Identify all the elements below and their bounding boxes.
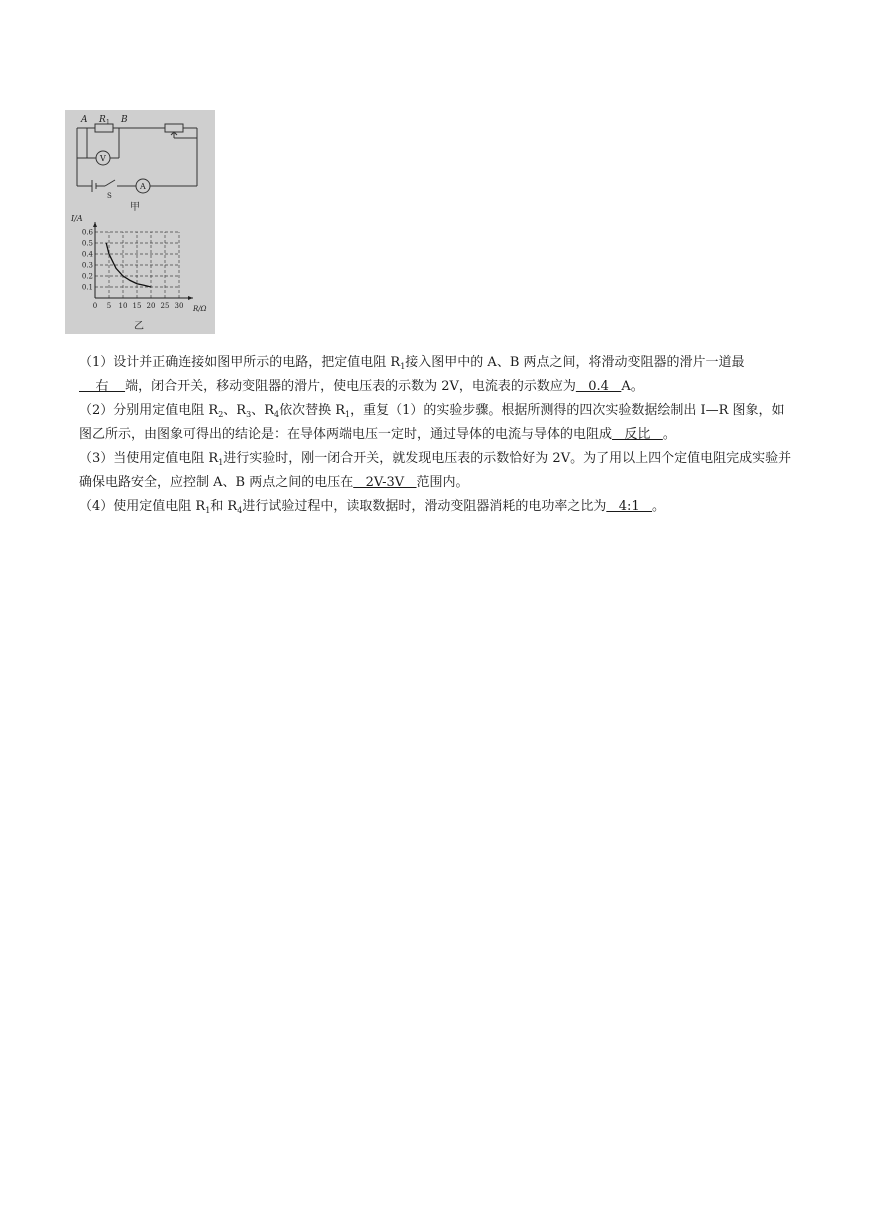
x-axis-label: R/Ω	[193, 305, 207, 313]
x-tick-label: 30	[174, 302, 184, 310]
y-tick-label: 0.2	[81, 272, 93, 281]
y-axis-arrow	[93, 222, 97, 227]
ir-graph	[82, 222, 193, 310]
label-b: B	[121, 115, 128, 125]
label-r-sub: 1	[106, 119, 110, 126]
y-tick-label: 0.1	[81, 283, 93, 292]
circuit-diagram	[77, 124, 197, 193]
x-tick-label: 10	[118, 302, 128, 310]
question-2: （2）分别用定值电阻 $R_2$、$R_3$、$R_4$依次替换 $R_1$，重复（1）的实验步骤。根据所测得的四次实验数据绘制出 I—R 图象，如图乙所示，由图象可得出的结论是：在导体两端电压一定时，通过导体的电流与导体的电阻成 反比 。	[79, 403, 785, 442]
label-r: R	[99, 115, 106, 125]
switch-label: S	[107, 192, 112, 200]
y-tick-label: 0.3	[81, 261, 93, 270]
caption-jia: 甲	[130, 202, 140, 213]
switch	[105, 180, 115, 186]
y-tick-label: 0.4	[81, 250, 93, 259]
answer-blank: 2V-3V	[353, 475, 417, 490]
answer-blank: 0.4	[575, 379, 622, 394]
caption-yi: 乙	[134, 321, 144, 332]
answer-blank: 反比	[612, 427, 663, 442]
y-tick-label: 0.6	[81, 228, 93, 237]
x-tick-label: 20	[146, 302, 156, 310]
answer-blank: 4:1	[606, 499, 653, 514]
y-axis-label: I/A	[71, 214, 83, 223]
figure-svg	[65, 110, 215, 334]
question-text	[79, 351, 794, 519]
x-tick-label: 0	[92, 302, 98, 310]
x-tick-label: 15	[132, 302, 142, 310]
figure-photo	[65, 110, 215, 334]
ammeter-label: A	[140, 182, 146, 191]
question-3: （3）当使用定值电阻 $R_1$进行实验时，刚一闭合开关，就发现电压表的示数恰好为 2V。为了用以上四个定值电阻完成实验并确保电路安全，应控制 A、B 两点之间的电压在 2V-3V 范围内。	[79, 451, 792, 490]
x-axis-arrow	[188, 296, 193, 300]
question-1: （1）设计并正确连接如图甲所示的电路，把定值电阻 $R_1$接入图甲中的 A、B 两点之间，将滑动变阻器的滑片一道最 右 端，闭合开关，移动变阻器的滑片，使电压表的示数为 2V，电流表的示数应为 0.4 A。	[79, 355, 745, 394]
y-tick-label: 0.5	[81, 239, 93, 248]
question-4: （4）使用定值电阻 $R_1$和 $R_4$进行试验过程中，读取数据时，滑动变阻器消耗的电功率之比为 4:1 。	[79, 499, 666, 515]
x-tick-label: 5	[106, 302, 112, 310]
rheostat	[165, 124, 183, 132]
label-a: A	[81, 115, 88, 125]
resistor-r1	[95, 124, 113, 132]
x-tick-label: 25	[160, 302, 170, 310]
voltmeter-label: V	[100, 154, 106, 163]
answer-blank: 右	[79, 379, 126, 394]
